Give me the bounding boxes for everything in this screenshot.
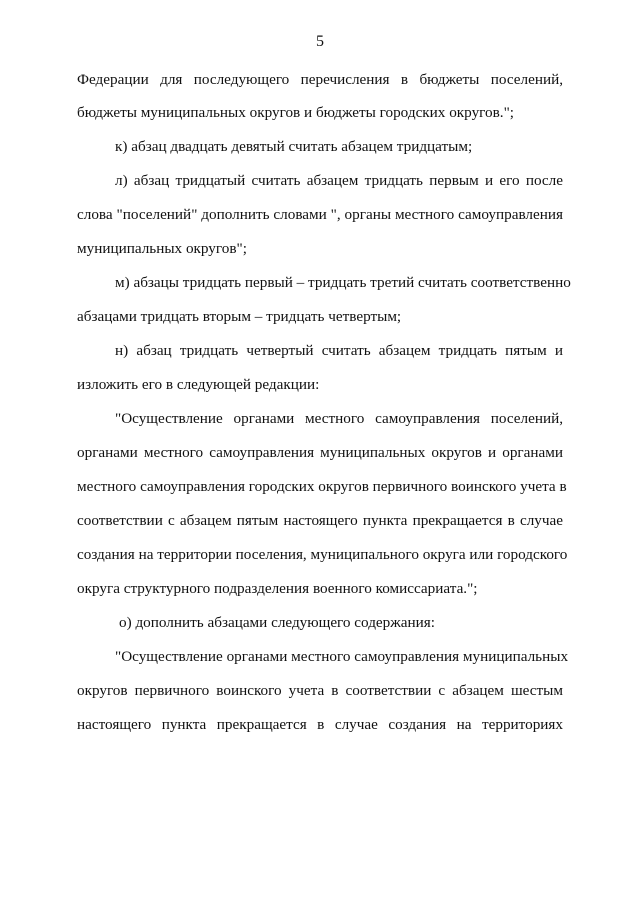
text-line-3: к) абзац двадцать девятый считать абзацем тридцатым; <box>115 138 473 155</box>
text-line-10: изложить его в следующей редакции: <box>77 376 320 393</box>
text-line-6: муниципальных округов"; <box>77 240 247 257</box>
text-line-8: абзацами тридцать вторым – тридцать четвертым; <box>77 308 402 325</box>
text-line-1: Федерации для последующего перечисления в бюджеты поселений, <box>77 71 563 88</box>
text-line-12: органами местного самоуправления муниципальных округов и органами <box>77 444 563 461</box>
text-line-13: местного самоуправления городских округов первичного воинского учета в <box>77 478 567 495</box>
text-line-14: соответствии с абзацем пятым настоящего пункта прекращается в случае <box>77 512 563 529</box>
text-line-20: настоящего пункта прекращается в случае создания на территориях <box>77 716 563 733</box>
text-line-15: создания на территории поселения, муниципального округа или городского <box>77 546 568 563</box>
text-line-5: слова "поселений" дополнить словами ", органы местного самоуправления <box>77 206 563 223</box>
text-line-2: бюджеты муниципальных округов и бюджеты городских округов."; <box>77 104 514 121</box>
text-line-7: м) абзацы тридцать первый – тридцать третий считать соответственно <box>115 274 571 291</box>
text-line-9: н) абзац тридцать четвертый считать абзацем тридцать пятым и <box>115 342 563 359</box>
page-number: 5 <box>316 33 324 50</box>
text-line-4: л) абзац тридцатый считать абзацем тридцать первым и его после <box>115 172 563 189</box>
text-line-19: округов первичного воинского учета в соответствии с абзацем шестым <box>77 682 563 699</box>
text-line-18: "Осуществление органами местного самоуправления муниципальных <box>115 648 569 665</box>
text-line-17: о) дополнить абзацами следующего содержания: <box>119 614 435 631</box>
text-line-16: округа структурного подразделения военного комиссариата."; <box>77 580 478 597</box>
text-line-11: "Осуществление органами местного самоуправления поселений, <box>115 410 563 427</box>
